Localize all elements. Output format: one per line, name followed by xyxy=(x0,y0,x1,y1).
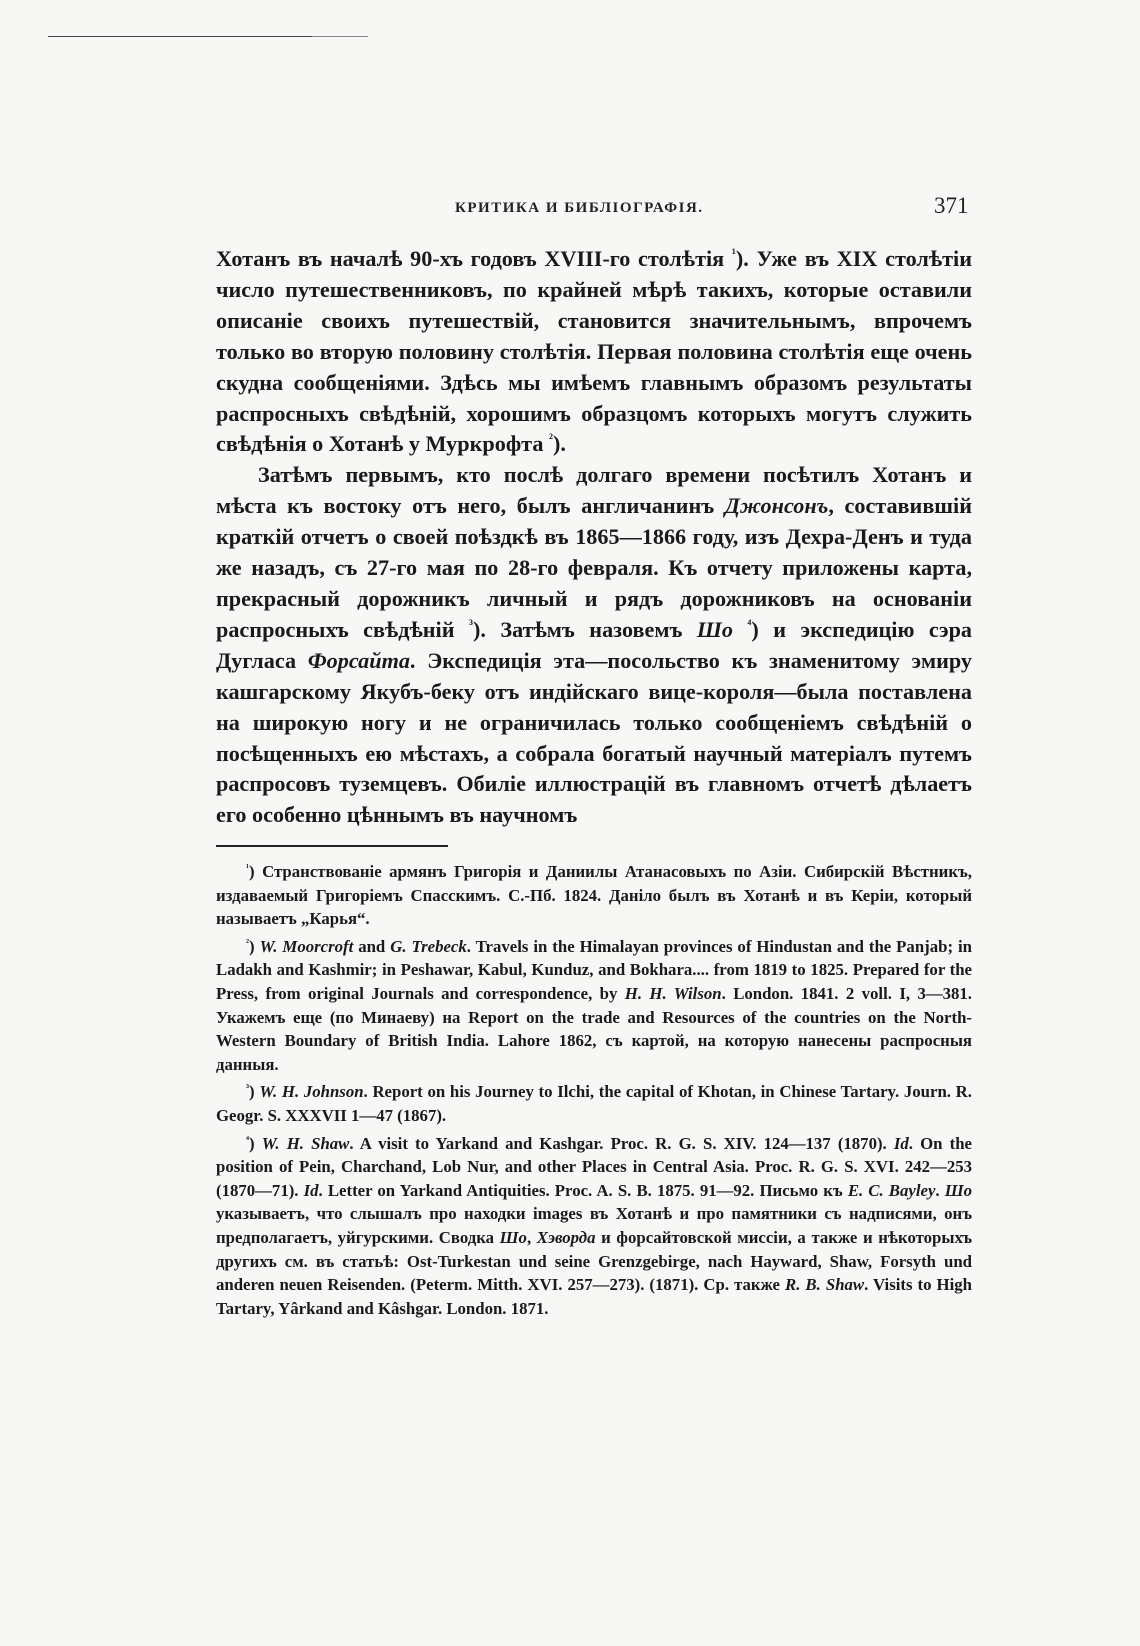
text-run: ) и экспедицію сэра Дугласа xyxy=(216,616,973,673)
italic-text: H. H. Wilson xyxy=(624,983,722,1003)
footnote-ref: ² xyxy=(548,431,553,447)
footnote-ref: ¹ xyxy=(731,245,736,261)
text-run xyxy=(733,617,747,642)
italic-text: Хэворда xyxy=(536,1227,596,1247)
text-run: ) xyxy=(249,1133,262,1153)
main-text xyxy=(216,244,972,831)
text-run: . On the position of Pein, Charchand, Lob Nur, and other Places in Central Asia. Proc. R. G. S. XVI. 242—253 (1870—71). xyxy=(216,1133,972,1200)
running-head: КРИТИКА И БИБЛІОГРАФІЯ. xyxy=(455,200,704,216)
italic-text: W. Moorcroft xyxy=(259,936,354,956)
text-run: . Travels in the Himalayan provinces of Hindustan and the Panjab; in Ladakh and Kashmir; in Peshawar, Kabul, Kunduz, and Bokhara.... from 1819 to 1825. Prepared for the Press, from original Journals and correspondence, by xyxy=(216,936,972,1003)
footnote-separator xyxy=(216,845,448,847)
italic-text: R. B. Shaw xyxy=(785,1275,865,1295)
footnote xyxy=(216,860,972,931)
footnote-ref: ⁴ xyxy=(246,1133,250,1145)
footnote xyxy=(216,1080,972,1127)
italic-text: Id xyxy=(303,1180,319,1200)
footnote xyxy=(216,1132,972,1321)
italic-text: G. Trebeck xyxy=(390,936,467,956)
italic-text: Id xyxy=(893,1133,909,1153)
body-paragraph xyxy=(216,244,972,460)
text-run: . Visits to High Tartary, Yârkand and Kâshgar. London. 1871. xyxy=(216,1275,972,1318)
footnote-ref: ¹ xyxy=(246,862,250,874)
footnote-ref: ³ xyxy=(246,1082,250,1094)
text-run: . Letter on Yarkand Antiquities. Proc. A. S. B. 1875. 91—92. Письмо къ xyxy=(318,1180,848,1200)
text-run: ). xyxy=(552,431,566,457)
text-run: ) xyxy=(249,1082,260,1102)
scan-edge-rule xyxy=(48,36,340,37)
body-paragraph xyxy=(216,460,972,831)
scan-edge-rule xyxy=(312,36,368,37)
text-run: . Экспедиція эта—посольство къ знаменитому эмиру кашгарскому Якубъ-беку отъ индійскаго вице-короля—была поставлена на широкую ногу и не ограничилась только сообщеніемъ свѣдѣній о посѣщенныхъ ею мѣстахъ, а собрала богатый научный матеріалъ путемъ распросовъ туземцевъ. Обиліе иллюстрацій въ главномъ отчетѣ дѣлаетъ его особенно цѣннымъ въ научномъ xyxy=(216,647,972,828)
text-run: и форсайтовской миссіи, а также и нѣкоторыхъ другихъ см. въ статьѣ: Ost-Turkestan und seine Grenzgebirge, nach Hayward, Shaw, Forsyth und anderen neuen Reisenden. (Peterm. Mitth. XVI. 257—273). (1871). Ср. также xyxy=(216,1227,972,1295)
italic-text: Шо xyxy=(944,1180,973,1200)
footnotes xyxy=(216,860,972,1324)
text-run: , составившій краткій отчетъ о своей поѣздкѣ въ 1865—1866 году, изъ Дехра-Денъ и туда же назадъ, съ 27-го мая по 28-го февраля. Къ отчету приложены карта, прекрасный дорожникъ личный и рядъ дорожниковъ на основаніи распросныхъ свѣдѣній xyxy=(216,493,972,642)
text-run: указываетъ, что слышалъ про находки images въ Хотанѣ и про памятники съ надписями, онъ предполагаетъ, уйгурскими. Сводка xyxy=(216,1204,972,1247)
text-run: ) xyxy=(249,936,260,956)
text-run: ). Уже въ XIX столѣтіи число путешественниковъ, по крайней мѣрѣ такихъ, которые оставили описаніе своихъ путешествій, становится значительнымъ, впрочемъ только во вторую половину столѣтія. Первая половина столѣтія еще очень скудна сообщеніями. Здѣсь мы имѣемъ главнымъ образомъ результаты распросныхъ свѣдѣній, хорошимъ образцомъ которыхъ могутъ служить свѣдѣнія о Хотанѣ у Муркрофта xyxy=(216,246,973,457)
text-run: Хотанъ въ началѣ 90-хъ годовъ XVIII-го столѣтія xyxy=(216,246,732,271)
italic-text: W. H. Johnson xyxy=(259,1082,364,1102)
footnote-ref: ³ xyxy=(468,616,473,632)
page-number: 371 xyxy=(934,193,969,218)
text-run: ). Затѣмъ назовемъ xyxy=(472,616,697,642)
text-run: Затѣмъ первымъ, кто послѣ долгаго времени посѣтилъ Хотанъ и мѣста къ востоку отъ него, былъ англичанинъ xyxy=(216,462,972,519)
text-run: . xyxy=(935,1180,945,1200)
text-run: , xyxy=(526,1227,537,1247)
text-run: . A visit to Yarkand and Kashgar. Proc. R. G. S. XIV. 124—137 (1870). xyxy=(349,1133,894,1153)
footnote xyxy=(216,935,972,1077)
italic-text: Форсайта xyxy=(307,647,410,673)
text-run: . London. 1841. 2 voll. I, 3—381. Укажемъ еще (по Минаеву) на Report on the trade and Resources of the countries on the North-Western Boundary of British India. Lahore 1862, съ картой, на которую нанесены распросныя данныя. xyxy=(216,983,972,1074)
footnote-ref: ⁴ xyxy=(747,616,752,632)
italic-text: E. C. Bayley xyxy=(847,1180,936,1200)
italic-text: Джонсонъ xyxy=(724,493,829,519)
italic-text: Шо xyxy=(696,616,733,642)
footnote-ref: ² xyxy=(246,937,250,949)
italic-text: W. H. Shaw xyxy=(261,1133,350,1153)
text-run: ) Странствованіе армянъ Григорія и Даниилы Атанасовыхъ по Азіи. Сибирскій Вѣстникъ, издаваемый Григоріемъ Спасскимъ. С.-Пб. 1824. Даніло былъ въ Хотанѣ и въ Керіи, который называетъ „Карья“. xyxy=(216,862,972,929)
text-run: . Report on his Journey to Ilchi, the capital of Khotan, in Chinese Tartary. Journ. R. Geogr. S. XXXVII 1—47 (1867). xyxy=(216,1082,972,1125)
italic-text: Шо xyxy=(499,1227,527,1247)
text-run: and xyxy=(353,936,391,956)
